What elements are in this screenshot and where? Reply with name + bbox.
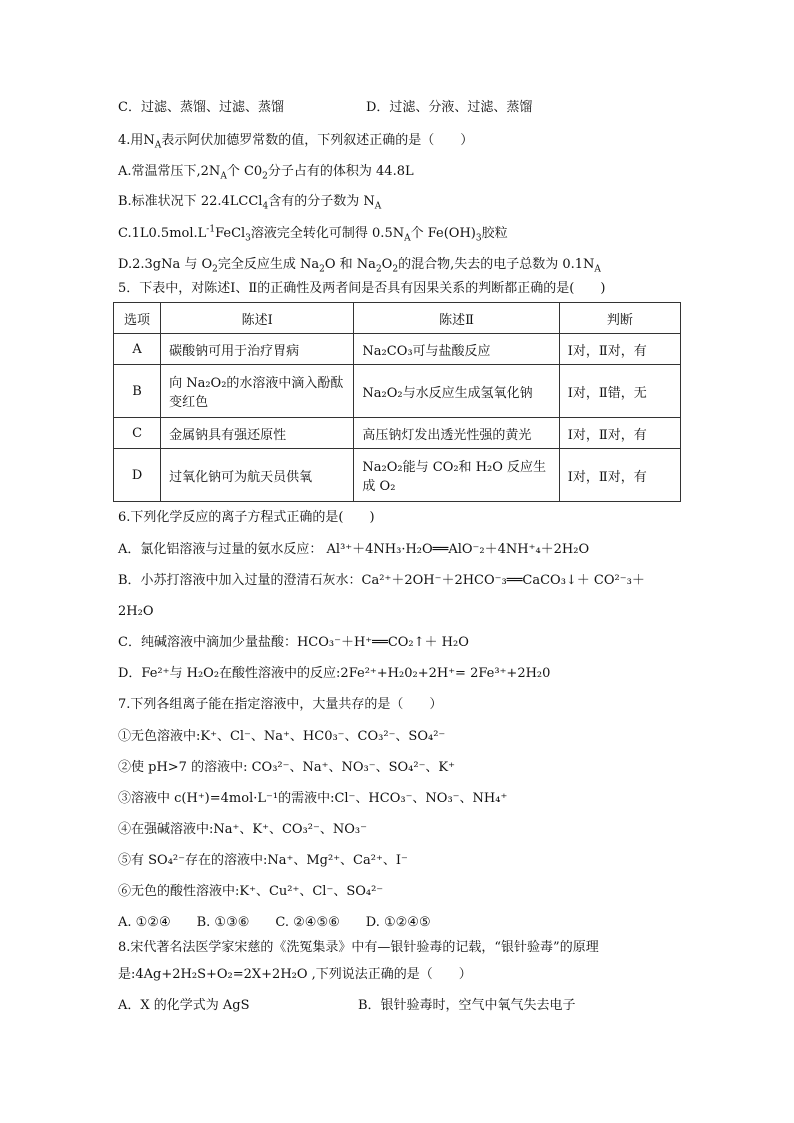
row-option: B: [114, 365, 161, 418]
header-option: 选项: [114, 303, 161, 334]
q4-option-d: D.2.3gNa 与 $O_2$完全反应生成 $Na_2O$ 和 $Na_2O_2$的混合物,失去的电子总数为 $0.1N_A$: [118, 257, 601, 275]
row-judgement: Ⅰ对，Ⅱ错，无: [559, 365, 680, 418]
q6-stem: 6.下列化学反应的离子方程式正确的是( ): [118, 510, 375, 525]
q4-stem: 4.用$N_A$表示阿伏加德罗常数的值，下列叙述正确的是（ ）: [118, 133, 474, 151]
table-row: [114, 334, 681, 365]
q8-stem-line-1: 8.宋代著名法医学家宋慈的《洗冤集录》中有—银针验毒的记载，“银针验毒”的原理: [118, 940, 599, 955]
table-row: [114, 449, 681, 502]
q8-option-b: B．银针验毒时，空气中氧气失去电子: [358, 998, 576, 1013]
header-statement-1: 陈述Ⅰ: [161, 303, 354, 334]
row-statement-2: Na₂CO₃可与盐酸反应: [354, 334, 559, 365]
q3-option-d: D．过滤、分液、过滤、蒸馏: [366, 100, 533, 115]
row-judgement: Ⅰ对，Ⅱ对，有: [559, 418, 680, 449]
row-option: D: [114, 449, 161, 502]
q3-option-c: C．过滤、蒸馏、过滤、蒸馏: [118, 100, 284, 115]
q6-option-d: D．Fe²⁺与 H₂O₂在酸性溶液中的反应:2Fe²⁺+H₂0₂+2H⁺= 2Fe³⁺+2H₂0: [118, 666, 551, 681]
header-judgement: 判断: [559, 303, 680, 334]
table-row: [114, 418, 681, 449]
q7-options: A. ①②④ B. ①③⑥ C. ②④⑤⑥ D. ①②④⑤: [118, 915, 431, 930]
row-statement-1: 金属钠具有强还原性: [161, 418, 354, 449]
q7-item-1: ①无色溶液中:K⁺、Cl⁻、Na⁺、HC0₃⁻、CO₃²⁻、SO₄²⁻: [118, 729, 446, 744]
table-row: [114, 365, 681, 418]
q7-item-3: ③溶液中 c(H⁺)=4mol·L⁻¹的需液中:Cl⁻、HCO₃⁻、NO₃⁻、NH₄⁺: [118, 791, 508, 806]
row-judgement: Ⅰ对，Ⅱ对，有: [559, 334, 680, 365]
q8-option-a: A．X 的化学式为 AgS: [118, 998, 250, 1013]
row-option: C: [114, 418, 161, 449]
q4-option-b: B.标准状况下 22.4LCCl$_4$含有的分子数为 $N_A$: [118, 194, 382, 212]
row-statement-2: 高压钠灯发出透光性强的黄光: [354, 418, 559, 449]
q7-item-5: ⑤有 SO₄²⁻存在的溶液中:Na⁺、Mg²⁺、Ca²⁺、I⁻: [118, 853, 408, 868]
q4-option-a: A.常温常压下$,2N_A$个 $C0_2$分子占有的体积为 44.8L: [118, 164, 414, 182]
row-statement-1: 碳酸钠可用于治疗胃病: [161, 334, 354, 365]
q5-table: [113, 302, 681, 502]
row-statement-1: 过氧化钠可为航天员供氧: [161, 449, 354, 502]
q6-option-c: C．纯碱溶液中滴加少量盐酸：HCO₃⁻＋H⁺══CO₂↑＋ H₂O: [118, 635, 469, 650]
q7-item-6: ⑥无色的酸性溶液中:K⁺、Cu²⁺、Cl⁻、SO₄²⁻: [118, 884, 384, 899]
q8-stem-line-2: 是:4Ag+2H₂S+O₂=2X+2H₂O ,下列说法正确的是（ ）: [118, 967, 472, 982]
header-statement-2: 陈述Ⅱ: [354, 303, 559, 334]
q7-stem: 7.下列各组离子能在指定溶液中，大量共存的是（ ）: [118, 697, 443, 712]
row-statement-2: Na₂O₂与水反应生成氢氧化钠: [354, 365, 559, 418]
row-statement-2: Na₂O₂能与 CO₂和 H₂O 反应生成 O₂: [354, 449, 559, 502]
q6-option-a: A．氯化铝溶液与过量的氨水反应： Al³⁺＋4NH₃·H₂O══AlO⁻₂＋4NH⁺₄＋2H₂O: [118, 542, 590, 557]
q7-item-4: ④在强碱溶液中:Na⁺、K⁺、CO₃²⁻、NO₃⁻: [118, 822, 367, 837]
q6-option-b: B．小苏打溶液中加入过量的澄清石灰水：Ca²⁺＋2OH⁻＋2HCO⁻₃══CaCO₃↓＋ CO²⁻₃＋: [118, 573, 645, 588]
q4-option-c: $C.1L0.5mol.L^{-1}FeCl_3$溶液完全转化可制得 $0.5N_A$个 $Fe(OH)_3$胶粒: [118, 224, 508, 244]
row-option: A: [114, 334, 161, 365]
table-header-row: [114, 303, 681, 334]
q6-option-b-continued: 2H₂O: [118, 604, 154, 619]
q7-item-2: ②使 pH>7 的溶液中: CO₃²⁻、Na⁺、NO₃⁻、SO₄²⁻、K⁺: [118, 760, 456, 775]
row-judgement: Ⅰ对，Ⅱ对，有: [559, 449, 680, 502]
q5-stem: 5．下表中，对陈述Ⅰ、Ⅱ的正确性及两者间是否具有因果关系的判断都正确的是( ): [118, 281, 606, 296]
row-statement-1: 向 Na₂O₂的水溶液中滴入酚酞变红色: [161, 365, 354, 418]
